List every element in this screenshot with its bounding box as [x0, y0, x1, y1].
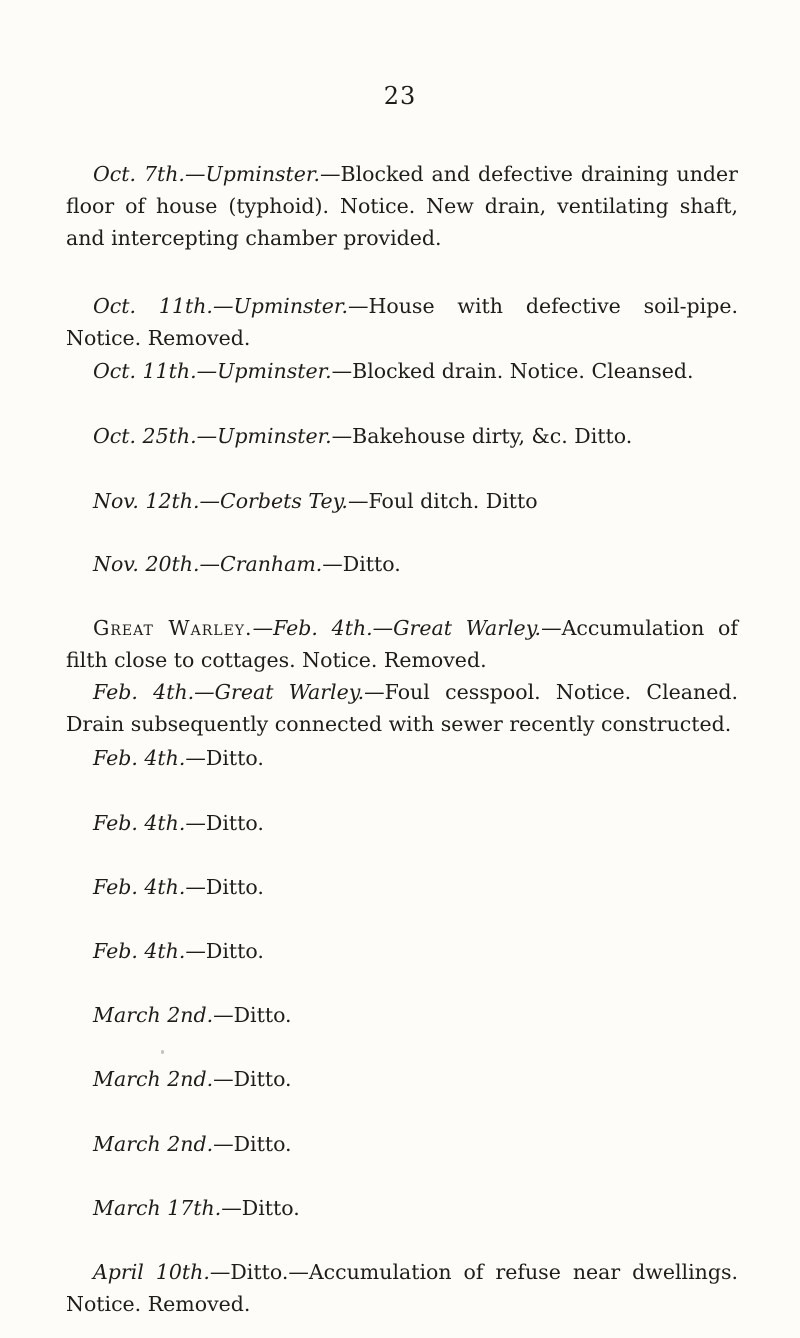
page-number: 23: [383, 82, 417, 110]
entry-march-17: [66, 1192, 738, 1224]
entry-march-2-a: [66, 999, 738, 1031]
entry-description: —Ditto.—Accumulation of refuse near dwellings. Notice. Removed.: [66, 1260, 738, 1316]
entry-date-place: Oct. 7th.—Upminster.: [93, 162, 320, 186]
entry-description: —Ditto.: [185, 811, 264, 835]
entry-feb-4-great-warley-cesspool: [66, 676, 738, 740]
entry-date-place: Oct. 25th.—Upminster.: [93, 424, 332, 448]
paper-speck: [161, 1050, 164, 1054]
entry-description: —Accumulation of filth close to cottages. Notice. Removed.: [66, 616, 738, 672]
entry-description: —Ditto.: [213, 1067, 292, 1091]
entry-description: —Ditto.: [213, 1003, 292, 1027]
entry-description: —Blocked and defective draining under floor of house (typhoid). Notice. New drain, ventilating shaft, and intercepting chamber provided.: [66, 162, 738, 250]
entry-march-2-b: [66, 1063, 738, 1095]
entry-march-2-c: [66, 1128, 738, 1160]
entry-date-place: Nov. 20th.—Cranham.: [93, 552, 323, 576]
entry-description: —Ditto.: [185, 746, 264, 770]
entry-date: April 10th.: [93, 1260, 210, 1284]
entry-feb-4-c: [66, 871, 738, 903]
entry-date-place: —Feb. 4th.—Great Warley.: [252, 616, 542, 640]
entry-date: March 17th.: [93, 1196, 222, 1220]
entry-description: —Ditto.: [322, 552, 401, 576]
entry-oct-25-upminster: [66, 420, 738, 452]
entry-date: Feb. 4th.: [93, 939, 186, 963]
entry-oct-11-upminster-drain: [66, 355, 738, 387]
entry-oct-11-upminster-soil-pipe: [66, 290, 738, 354]
entry-date-place: Oct. 11th.—Upminster.: [93, 359, 332, 383]
entry-description: —Ditto.: [185, 875, 264, 899]
entry-nov-20-cranham: [66, 548, 738, 580]
entry-date: Feb. 4th.: [93, 811, 186, 835]
entry-great-warley-feb-4: [66, 612, 738, 676]
entry-date-place: Feb. 4th.—Great Warley.: [93, 680, 365, 704]
entry-description: —Foul ditch. Ditto: [347, 489, 538, 513]
entry-date-place: Oct. 11th.—Upminster.: [93, 294, 348, 318]
entry-april-10: [66, 1256, 738, 1320]
entry-date: March 2nd.: [93, 1003, 214, 1027]
entry-description: —Bakehouse dirty, &c. Ditto.: [331, 424, 633, 448]
entry-date-place: Nov. 12th.—Corbets Tey.: [93, 489, 348, 513]
entry-date: March 2nd.: [93, 1067, 214, 1091]
entry-nov-12-corbets-tey: [66, 485, 738, 517]
section-heading: Great Warley.: [93, 616, 253, 640]
entry-feb-4-b: [66, 807, 738, 839]
entry-description: —Ditto.: [185, 939, 264, 963]
entry-description: —Foul cesspool. Notice. Cleaned. Drain subsequently connected with sewer recently constructed.: [66, 680, 738, 736]
entry-description: —Ditto.: [221, 1196, 300, 1220]
entry-description: —Ditto.: [213, 1132, 292, 1156]
entry-date: March 2nd.: [93, 1132, 214, 1156]
entry-date: Feb. 4th.: [93, 746, 186, 770]
entry-description: —House with defective soil-pipe. Notice. Removed.: [66, 294, 739, 350]
entry-feb-4-d: [66, 935, 738, 967]
entry-feb-4-a: [66, 742, 738, 774]
entry-date: Feb. 4th.: [93, 875, 186, 899]
entry-description: —Blocked drain. Notice. Cleansed.: [331, 359, 694, 383]
entry-oct-7-upminster: [66, 158, 738, 254]
